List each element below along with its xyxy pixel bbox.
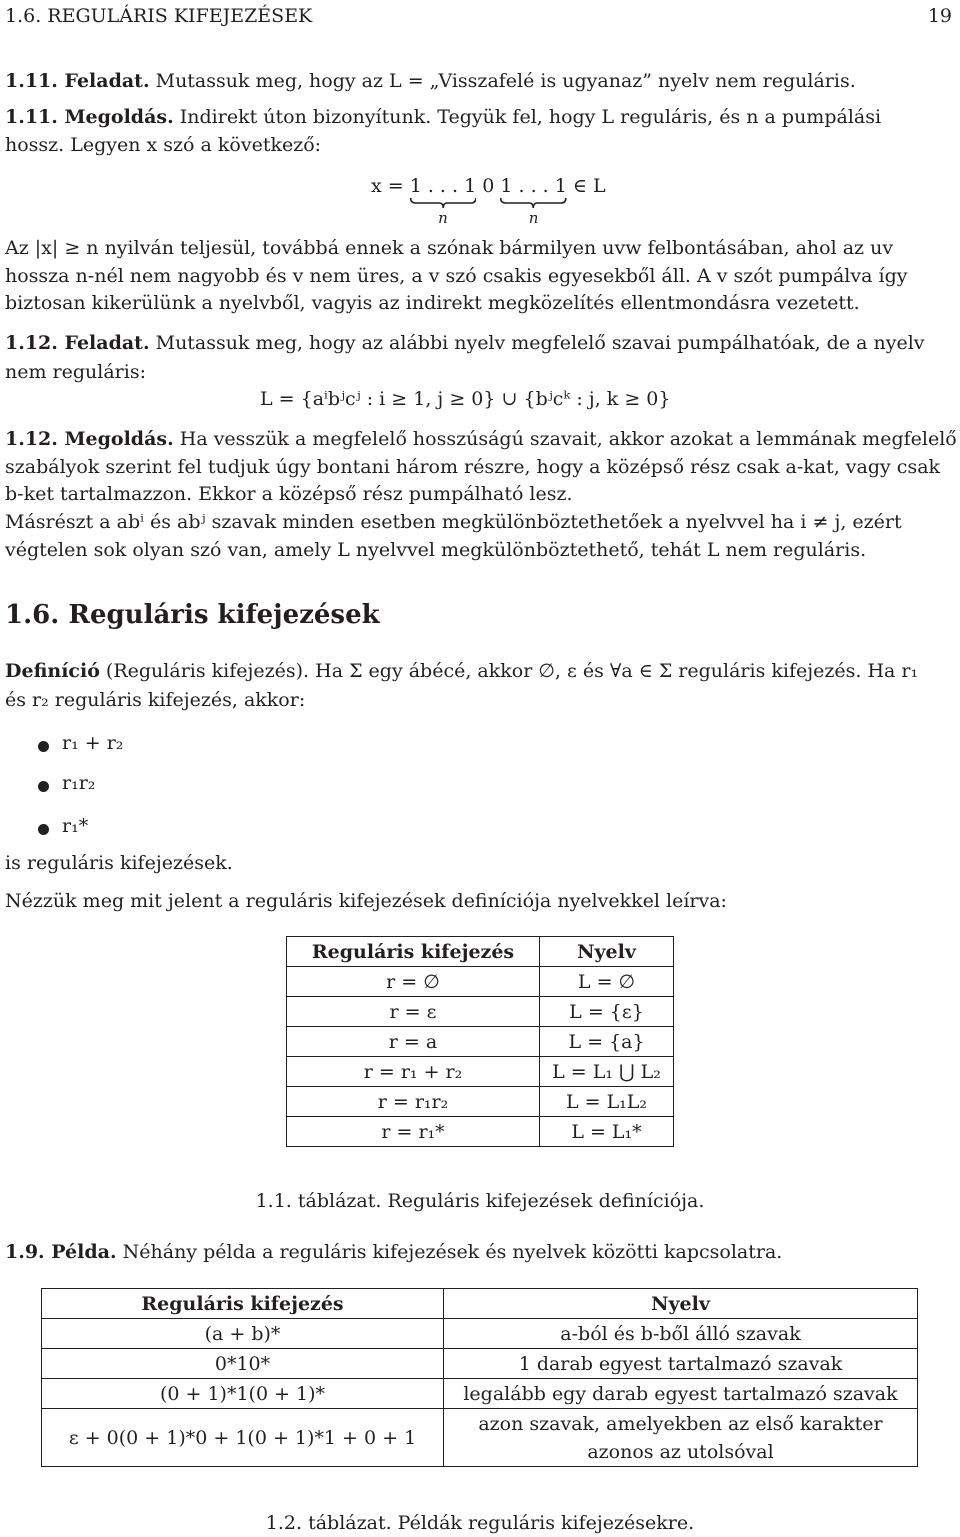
- table-cell: L = L₁*: [540, 1117, 674, 1147]
- solution-12-line4: Másrészt a abⁱ és abʲ szavak minden esetben megkülönböztethetőek a nyelvvel ha i ≠ j, ezért: [5, 511, 902, 533]
- solution-11-line2: hossz. Legyen x szó a következő:: [5, 134, 322, 156]
- table-row: [287, 1057, 674, 1087]
- table-cell: ε + 0(0 + 1)*0 + 1(0 + 1)*1 + 0 + 1: [42, 1409, 444, 1467]
- table-row: [42, 1409, 918, 1467]
- solution-11-line1: [5, 106, 881, 128]
- definition-after: is reguláris kifejezések.: [5, 852, 233, 874]
- table-cell: a-ból és b-ből álló szavak: [444, 1319, 918, 1349]
- table-cell: r = ε: [287, 997, 540, 1027]
- table-cell: legalább egy darab egyest tartalmazó szavak: [444, 1379, 918, 1409]
- table-cell: r = r₁r₂: [287, 1087, 540, 1117]
- exercise-label: 1.11. Feladat.: [5, 70, 150, 92]
- table-cell: L = L₁L₂: [540, 1087, 674, 1117]
- brace-label-2: n: [528, 209, 539, 227]
- table-header-cell: Nyelv: [444, 1289, 918, 1319]
- table-header-cell: Reguláris kifejezés: [287, 937, 540, 967]
- example-text: Néhány példa a reguláris kifejezések és nyelvek közötti kapcsolatra.: [122, 1241, 783, 1263]
- solution-label: 1.12. Megoldás.: [5, 428, 174, 450]
- table-examples: [41, 1288, 918, 1467]
- solution-12-line1: [5, 428, 957, 450]
- page-number: 19: [927, 5, 952, 27]
- exercise-12-line2: nem reguláris:: [5, 361, 146, 383]
- bullet-icon: [38, 781, 49, 792]
- table-row: [287, 1027, 674, 1057]
- table-cell: r = a: [287, 1027, 540, 1057]
- brace-label-1: n: [438, 209, 448, 227]
- solution-text: Ha vesszük a megfelelő hosszúságú szavait, akkor azokat a lemmának megfelelő: [179, 428, 957, 450]
- table-row: [42, 1379, 918, 1409]
- table-cell: r = ∅: [287, 967, 540, 997]
- table-header-cell: Reguláris kifejezés: [42, 1289, 444, 1319]
- definition-line2: és r₂ reguláris kifejezés, akkor:: [5, 689, 306, 711]
- definition-item-2: r₁r₂: [62, 772, 96, 794]
- example-label: 1.9. Példa.: [5, 1241, 117, 1263]
- table-cell: L = {a}: [540, 1027, 674, 1057]
- group1-text: 1 . . . 1: [409, 175, 477, 197]
- table-cell: 1 darab egyest tartalmazó szavak: [444, 1349, 918, 1379]
- table-row: [42, 1349, 918, 1379]
- formula-middle: 0: [482, 175, 495, 197]
- running-header: 1.6. REGULÁRIS KIFEJEZÉSEK: [5, 5, 313, 27]
- solution-12-line5: végtelen sok olyan szó van, amely L nyelvvel megkülönböztethető, tehát L nem reguláris.: [5, 539, 867, 561]
- solution-11-para-2: hossza n-nél nem nagyobb és v nem üres, a v szó csakis egyesekből áll. A v szót pumpálva így: [5, 265, 908, 287]
- table-cell: (a + b)*: [42, 1319, 444, 1349]
- formula-right: ∈ L: [572, 175, 606, 197]
- definition-text: (Reguláris kifejezés). Ha Σ egy ábécé, akkor ∅, ε és ∀a ∈ Σ reguláris kifejezés. Ha r₁: [105, 660, 919, 682]
- definition-item-3: r₁*: [62, 815, 89, 837]
- table-row: [287, 997, 674, 1027]
- definition-label: Definíció: [5, 660, 100, 682]
- table-cell: L = {ε}: [540, 997, 674, 1027]
- exercise-text: Mutassuk meg, hogy az L = „Visszafelé is ugyanaz” nyelv nem reguláris.: [155, 70, 856, 92]
- solution-12-line2: szabályok szerint fel tudjuk úgy bontani három részre, hogy a középső rész csak a-kat, vagy csak: [5, 456, 941, 478]
- exercise-12-line1: [5, 332, 925, 354]
- group2-text: 1 . . . 1: [500, 175, 567, 197]
- table1-caption: 1.1. táblázat. Reguláris kifejezések definíciója.: [255, 1190, 705, 1212]
- formula-left: x =: [371, 175, 410, 197]
- bullet-icon: [38, 824, 49, 835]
- solution-text: Indirekt úton bizonyítunk. Tegyük fel, hogy L reguláris, és n a pumpálási: [179, 106, 882, 128]
- table-cell: r = r₁*: [287, 1117, 540, 1147]
- exercise-text: Mutassuk meg, hogy az alábbi nyelv megfelelő szavai pumpálhatóak, de a nyelv: [155, 332, 925, 354]
- table1-intro: Nézzük meg mit jelent a reguláris kifejezések definíciója nyelvekkel leírva:: [5, 890, 727, 912]
- brace-group-1: [409, 175, 477, 227]
- table-row: [287, 1087, 674, 1117]
- table-header-row: [42, 1289, 918, 1319]
- solution-label: 1.11. Megoldás.: [5, 106, 174, 128]
- table-cell: (0 + 1)*1(0 + 1)*: [42, 1379, 444, 1409]
- underbrace-icon: [410, 197, 476, 209]
- underbrace-icon: [500, 197, 566, 209]
- solution-12-line3: b-ket tartalmazzon. Ekkor a középső rész pumpálható lesz.: [5, 483, 573, 505]
- exercise-label: 1.12. Feladat.: [5, 332, 150, 354]
- underbrace-formula: [371, 175, 606, 227]
- solution-11-para-3: biztosan kikerülünk a nyelvből, vagyis az indirekt megközelítés ellentmondásra vezetett.: [5, 292, 860, 314]
- section-title: 1.6. Reguláris kifejezések: [5, 600, 380, 630]
- table2-caption: 1.2. táblázat. Példák reguláris kifejezésekre.: [265, 1512, 695, 1534]
- example-9: [5, 1241, 782, 1263]
- table-cell: r = r₁ + r₂: [287, 1057, 540, 1087]
- brace-group-2: [500, 175, 567, 227]
- table-cell: L = L₁ ⋃ L₂: [540, 1057, 674, 1087]
- table-cell: L = ∅: [540, 967, 674, 997]
- table-row: [287, 1117, 674, 1147]
- definition-item-1: r₁ + r₂: [62, 732, 124, 754]
- solution-11-para-1: Az |x| ≥ n nyilván teljesül, továbbá ennek a szónak bármilyen uvw felbontásában, ahol az uv: [5, 237, 894, 259]
- table-cell: 0*10*: [42, 1349, 444, 1379]
- bullet-icon: [38, 741, 49, 752]
- table-header-cell: Nyelv: [540, 937, 674, 967]
- table-row: [287, 967, 674, 997]
- exercise-12-formula: L = {aⁱbʲcʲ : i ≥ 1, j ≥ 0} ∪ {bʲcᵏ : j, k ≥ 0}: [260, 388, 671, 410]
- table-definitions: [286, 936, 674, 1147]
- table-row: [42, 1319, 918, 1349]
- exercise-11: [5, 70, 856, 92]
- table-header-row: [287, 937, 674, 967]
- definition-line1: [5, 660, 918, 682]
- table-cell: azon szavak, amelyekben az első karakter azonos az utolsóval: [444, 1409, 918, 1467]
